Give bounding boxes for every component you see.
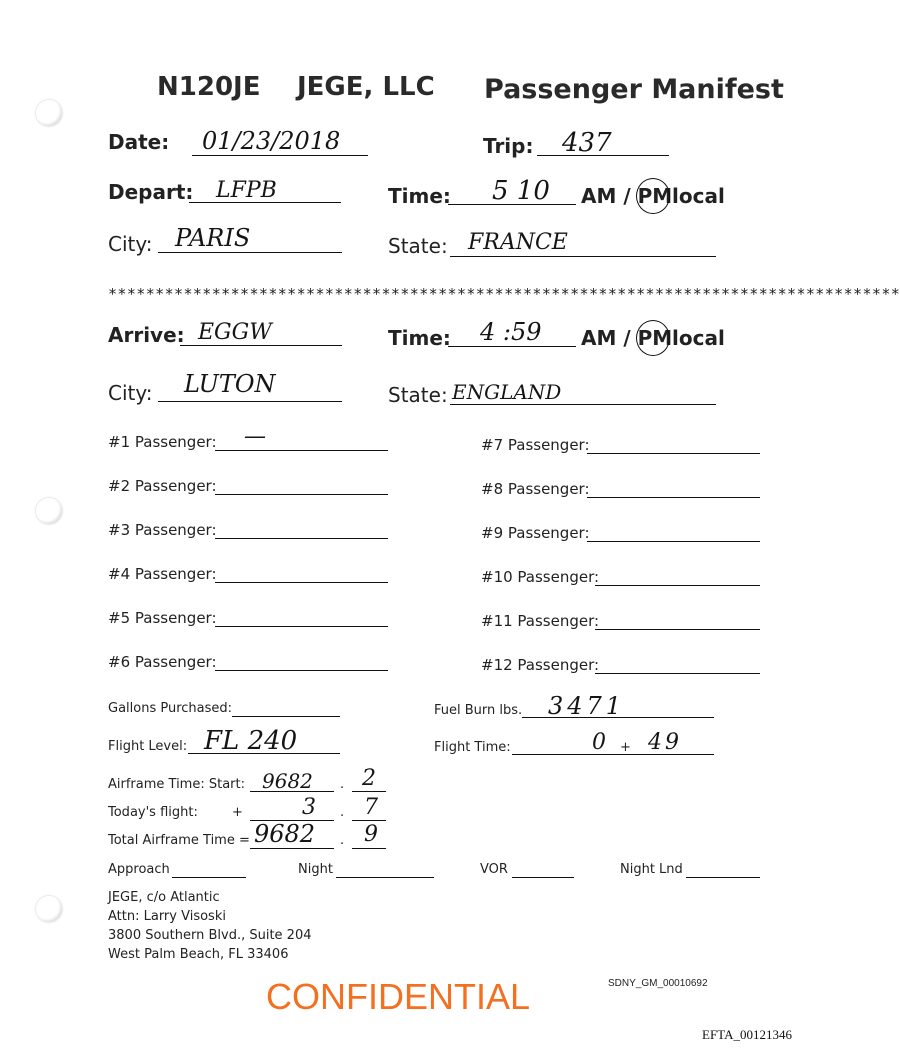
- depart-city-line: [158, 252, 342, 253]
- passenger-7-line: [587, 453, 760, 454]
- arrive-local: local: [672, 326, 725, 350]
- arrive-ampm: AM / PM: [581, 326, 673, 350]
- fuel-burn-value: 3471: [548, 692, 626, 720]
- arrive-city-value: LUTON: [184, 370, 276, 398]
- arrive-time-value: 4 :59: [480, 318, 542, 346]
- passenger-10-label: #10 Passenger:: [481, 568, 600, 586]
- trip-label: Trip:: [483, 134, 534, 158]
- depart-ampm: AM / PM: [581, 184, 673, 208]
- tail-number: N120JE: [157, 72, 261, 102]
- arrive-pm-circle: [636, 320, 670, 356]
- passenger-3-line: [215, 538, 388, 539]
- airframe-start-dot: .: [340, 777, 345, 792]
- flight-time-hours: 0: [592, 730, 606, 755]
- date-value: 01/23/2018: [202, 127, 341, 155]
- passenger-6-line: [215, 670, 388, 671]
- flight-time-label: Flight Time:: [434, 740, 511, 755]
- airframe-start-whole: 9682: [262, 769, 313, 793]
- fuel-burn-label: Fuel Burn lbs.: [434, 703, 523, 718]
- depart-state-line: [450, 256, 716, 257]
- total-airframe-line: [250, 848, 334, 849]
- passenger-2-label: #2 Passenger:: [108, 477, 217, 495]
- confidential-stamp: CONFIDENTIAL: [266, 976, 531, 1017]
- passenger-12-line: [595, 673, 760, 674]
- passenger-5-label: #5 Passenger:: [108, 609, 217, 627]
- trip-value: 437: [562, 128, 612, 158]
- approach-line: [172, 877, 246, 878]
- todays-flight-plus: +: [232, 805, 243, 820]
- address-line-4: West Palm Beach, FL 33406: [108, 947, 289, 962]
- address-line-1: JEGE, c/o Atlantic: [108, 890, 220, 905]
- passenger-4-line: [215, 582, 388, 583]
- todays-flight-tenth-line: [352, 820, 386, 821]
- depart-pm-circle: [636, 178, 670, 214]
- depart-state-label: State:: [388, 234, 448, 258]
- vor-line: [512, 877, 574, 878]
- depart-local: local: [672, 184, 725, 208]
- airframe-start-tenth: 2: [362, 766, 376, 791]
- arrive-state-value: ENGLAND: [452, 380, 562, 404]
- passenger-11-label: #11 Passenger:: [481, 612, 600, 630]
- depart-value: LFPB: [216, 178, 277, 203]
- vor-label: VOR: [480, 862, 508, 877]
- passenger-5-line: [215, 626, 388, 627]
- passenger-9-label: #9 Passenger:: [481, 524, 590, 542]
- total-airframe-tenth-line: [352, 848, 386, 849]
- todays-flight-label: Today's flight:: [108, 805, 198, 820]
- passenger-2-line: [215, 494, 388, 495]
- passenger-4-label: #4 Passenger:: [108, 565, 217, 583]
- efta-number: EFTA_00121346: [702, 1027, 792, 1042]
- arrive-state-label: State:: [388, 383, 448, 407]
- flight-time-plus: +: [620, 740, 631, 755]
- airframe-start-label: Airframe Time: Start:: [108, 777, 245, 792]
- flight-time-line: [512, 754, 714, 755]
- arrive-city-label: City:: [108, 381, 153, 405]
- todays-flight-whole: 3: [302, 795, 316, 820]
- airframe-start-tenth-line: [352, 791, 386, 792]
- night-lnd-label: Night Lnd: [620, 862, 683, 877]
- flight-level-label: Flight Level:: [108, 739, 188, 754]
- bates-serial-number: SDNY_GM_00010692: [608, 978, 708, 989]
- document-title: Passenger Manifest: [484, 74, 784, 105]
- todays-flight-dot: .: [340, 805, 345, 820]
- passenger-12-label: #12 Passenger:: [481, 656, 600, 674]
- total-airframe-label: Total Airframe Time =: [108, 833, 250, 848]
- passenger-1-line: [215, 450, 388, 451]
- night-line: [336, 877, 434, 878]
- passenger-3-label: #3 Passenger:: [108, 521, 217, 539]
- approach-label: Approach: [108, 862, 170, 877]
- address-line-3: 3800 Southern Blvd., Suite 204: [108, 928, 312, 943]
- binder-hole-middle: [36, 498, 62, 524]
- night-lnd-line: [686, 877, 760, 878]
- total-airframe-whole: 9682: [254, 820, 316, 848]
- passenger-11-line: [595, 629, 760, 630]
- gallons-purchased-line: [232, 716, 340, 717]
- arrive-state-line: [450, 404, 716, 405]
- arrive-label: Arrive:: [108, 323, 185, 347]
- arrive-time-label: Time:: [388, 326, 451, 350]
- address-line-2: Attn: Larry Visoski: [108, 909, 226, 924]
- depart-state-value: FRANCE: [468, 230, 568, 255]
- depart-time-value: 5 10: [492, 176, 550, 206]
- todays-flight-tenth: 7: [364, 795, 378, 820]
- depart-label: Depart:: [108, 180, 194, 204]
- flight-level-value: FL 240: [204, 726, 298, 756]
- date-line: [192, 155, 368, 156]
- binder-hole-top: [36, 100, 62, 126]
- night-label: Night: [298, 862, 333, 877]
- arrive-city-line: [158, 401, 342, 402]
- depart-time-label: Time:: [388, 184, 451, 208]
- passenger-9-line: [587, 541, 760, 542]
- flight-time-minutes: 49: [648, 730, 682, 755]
- passenger-8-line: [587, 497, 760, 498]
- passenger-10-line: [595, 585, 760, 586]
- passenger-6-label: #6 Passenger:: [108, 653, 217, 671]
- depart-city-label: City:: [108, 232, 153, 256]
- total-airframe-dot: .: [340, 833, 345, 848]
- separator-stars: ************************************************************************************: [108, 285, 900, 303]
- passenger-8-label: #8 Passenger:: [481, 480, 590, 498]
- arrive-value: EGGW: [198, 320, 272, 345]
- arrive-line: [180, 345, 342, 346]
- company-name: JEGE, LLC: [297, 72, 435, 102]
- passenger-7-label: #7 Passenger:: [481, 436, 590, 454]
- passenger-1-value: —: [244, 424, 266, 449]
- total-airframe-tenth: 9: [364, 822, 378, 847]
- gallons-purchased-label: Gallons Purchased:: [108, 701, 233, 716]
- depart-city-value: PARIS: [175, 224, 251, 252]
- arrive-time-line: [448, 346, 576, 347]
- binder-hole-bottom: [36, 896, 62, 922]
- passenger-1-label: #1 Passenger:: [108, 433, 217, 451]
- date-label: Date:: [108, 130, 170, 154]
